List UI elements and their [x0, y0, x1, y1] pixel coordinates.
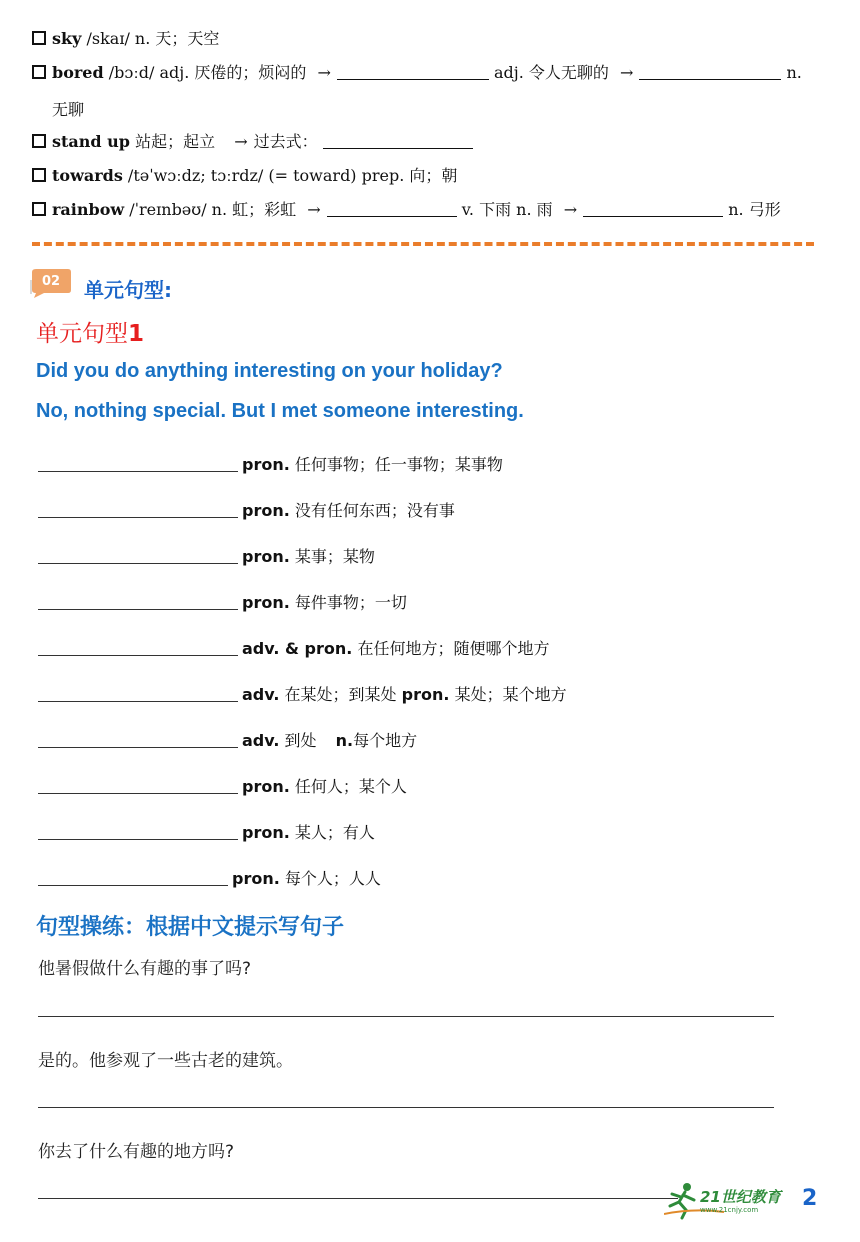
part-of-speech: pron.	[242, 547, 290, 566]
pattern-title-number: 1	[128, 321, 145, 347]
part-of-speech: pron.	[242, 823, 290, 842]
practice-prompt: 他暑假做什么有趣的事了吗?	[38, 959, 252, 979]
vocab-word: sky	[52, 29, 82, 48]
fill-row	[38, 544, 375, 567]
meaning: 任何人；某个人	[294, 777, 407, 796]
checkbox-icon	[32, 134, 46, 148]
meaning: 到处	[284, 731, 317, 750]
fill-row	[38, 590, 407, 613]
vocab-word: bored	[52, 63, 104, 82]
vocab-word: stand up	[52, 132, 130, 151]
checkbox-icon	[32, 202, 46, 216]
page-number: 2	[802, 1186, 818, 1211]
meaning: 某事；某物	[294, 547, 375, 566]
fill-row	[38, 774, 407, 797]
meaning: 没有任何东西；没有事	[294, 501, 455, 520]
part-of-speech: pron.	[232, 869, 280, 888]
checkbox-icon	[32, 168, 46, 182]
arrow-icon: →	[307, 200, 321, 219]
meaning: 每个人；人人	[284, 869, 381, 888]
blank-line[interactable]	[323, 134, 473, 149]
vocab-definition: /bɔːd/ adj. 厌倦的；烦闷的	[108, 63, 307, 82]
answer-line[interactable]	[38, 1198, 678, 1199]
answer-blank[interactable]	[38, 595, 238, 610]
part-of-speech-2: n.	[335, 731, 354, 750]
part-of-speech: pron.	[242, 455, 290, 474]
part-of-speech: pron.	[242, 777, 290, 796]
meaning: 任何事物；任一事物；某事物	[294, 455, 503, 474]
section-title: 单元句型:	[84, 278, 172, 302]
pattern-sentence: Did you do anything interesting on your holiday?	[36, 360, 503, 382]
answer-line[interactable]	[38, 1016, 774, 1017]
fill-row	[38, 636, 549, 659]
answer-blank[interactable]	[38, 733, 238, 748]
blank-line[interactable]	[583, 202, 723, 217]
logo-url: www.21cnjy.com	[700, 1206, 759, 1214]
blank-line[interactable]	[639, 65, 781, 80]
section-divider	[32, 242, 814, 246]
vocab-derivative-end: n. 弓形	[728, 200, 781, 219]
vocab-definition: /təˈwɔːdz; tɔːrdz/ (= toward) prep. 向；朝	[127, 166, 458, 185]
answer-blank[interactable]	[38, 871, 228, 886]
answer-line[interactable]	[38, 1107, 774, 1108]
vocab-item-towards	[32, 166, 457, 186]
answer-blank[interactable]	[38, 641, 238, 656]
answer-blank[interactable]	[38, 687, 238, 702]
answer-blank[interactable]	[38, 457, 238, 472]
vocab-definition: /ˈreɪnbəʊ/ n. 虹；彩虹	[129, 200, 297, 219]
part-of-speech: adv.	[242, 731, 280, 750]
arrow-icon: →	[563, 200, 578, 219]
part-of-speech-2: pron.	[401, 685, 450, 704]
vocab-word: towards	[52, 166, 123, 185]
checkbox-icon	[32, 65, 46, 79]
answer-blank[interactable]	[38, 825, 238, 840]
vocab-item-bored	[32, 63, 802, 83]
fill-row	[38, 498, 455, 521]
fill-row	[38, 820, 375, 843]
answer-blank[interactable]	[38, 779, 238, 794]
fill-row	[38, 452, 503, 475]
meaning: 在任何地方；随便哪个地方	[357, 639, 550, 658]
arrow-icon: →	[619, 63, 634, 82]
meaning-2: 某处；某个地方	[454, 685, 567, 704]
answer-blank[interactable]	[38, 503, 238, 518]
meaning: 每件事物；一切	[294, 593, 407, 612]
arrow-icon: →	[317, 63, 331, 82]
meaning-2: 每个地方	[353, 731, 418, 750]
fill-row	[38, 728, 417, 751]
checkbox-icon	[32, 31, 46, 45]
blank-line[interactable]	[337, 65, 489, 80]
vocab-definition: 站起；起立	[135, 132, 216, 151]
vocab-derivative: v. 下雨 n. 雨	[461, 200, 553, 219]
fill-row	[38, 866, 381, 889]
pattern-sentence: No, nothing special. But I met someone interesting.	[36, 400, 524, 422]
vocab-definition: /skaɪ/ n. 天；天空	[86, 29, 220, 48]
pattern-title-text: 单元句型	[36, 321, 128, 347]
meaning: 在某处；到某处	[284, 685, 397, 704]
practice-prompt: 是的。他参观了一些古老的建筑。	[38, 1051, 293, 1071]
vocab-derivative: 过去式：	[253, 132, 318, 151]
vocab-item-rainbow	[32, 200, 781, 220]
meaning: 某人；有人	[294, 823, 375, 842]
pattern-title	[36, 315, 144, 348]
vocab-derivative-end: n.	[786, 63, 802, 82]
blank-line[interactable]	[327, 202, 457, 217]
logo-text: 21世纪教育	[700, 1188, 781, 1206]
fill-row	[38, 682, 567, 705]
practice-prompt: 你去了什么有趣的地方吗?	[38, 1142, 235, 1162]
section-badge-number: 02	[41, 274, 61, 289]
part-of-speech: adv.	[242, 685, 280, 704]
arrow-icon: →	[234, 132, 248, 151]
vocab-continuation: 无聊	[52, 100, 85, 119]
vocab-item-sky	[32, 29, 219, 49]
part-of-speech: pron.	[242, 593, 290, 612]
vocab-word: rainbow	[52, 200, 125, 219]
answer-blank[interactable]	[38, 549, 238, 564]
vocab-item-stand-up	[32, 132, 473, 152]
part-of-speech: adv. & pron.	[242, 639, 353, 658]
vocab-derivative: adj. 令人无聊的	[493, 63, 609, 82]
practice-title: 句型操练：根据中文提示写句子	[36, 915, 345, 940]
part-of-speech: pron.	[242, 501, 290, 520]
